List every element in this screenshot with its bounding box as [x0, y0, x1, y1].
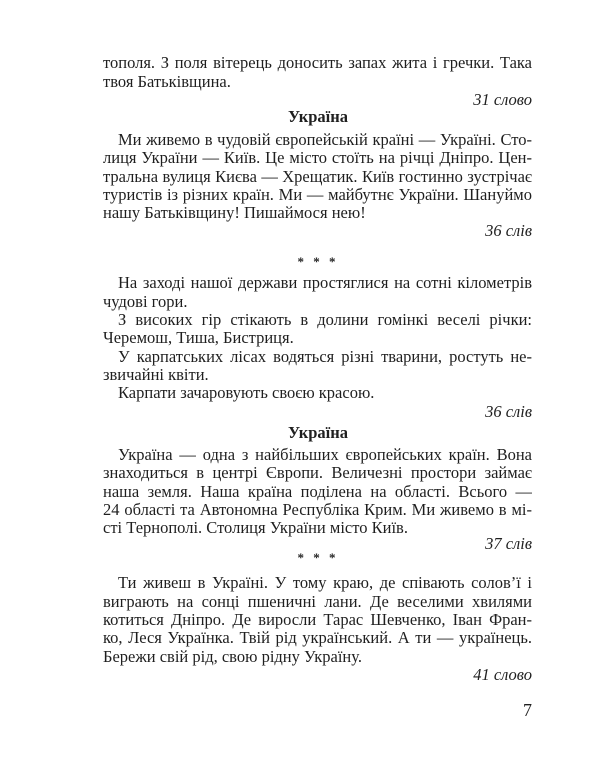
text-line: У карпатських лісах водяться різні тварини, ростуть не-	[118, 347, 532, 366]
text-line: ко, Леся Українка. Твій рід український. А ти — українець.	[103, 628, 532, 647]
word-count: 36 слів	[485, 402, 532, 421]
text-line: знаходиться в центрі Європи. Величезні простори займає	[103, 463, 532, 482]
text-line: Ти живеш в Україні. У тому краю, де співають солов’ї і	[118, 573, 532, 592]
text-line: На заході нашої держави простяглися на сотні кілометрів	[118, 273, 532, 292]
text-line: звичайні квіти.	[103, 365, 209, 384]
text-line: виграють на сонці пшеничні лани. Де веселими хвилями	[103, 592, 532, 611]
text-line: Україна — одна з найбільших європейських країн. Вона	[118, 445, 532, 464]
text-line: Карпати зачаровують своєю красою.	[118, 383, 375, 402]
text-line: лиця України — Київ. Це місто стоїть на річці Дніпро. Цен-	[103, 148, 532, 167]
page-number: 7	[523, 700, 532, 720]
text-line: Бережи свій рід, свою рідну Україну.	[103, 647, 362, 666]
text-line: 24 області та Автономна Республіка Крим. Ми живемо в мі-	[103, 500, 532, 519]
text-line: котиться Дніпро. Де виросли Тарас Шевченко, Іван Фран-	[103, 610, 532, 629]
text-line: Черемош, Тиша, Бистриця.	[103, 328, 294, 347]
text-line: наша земля. Наша країна поділена на області. Всього —	[103, 482, 532, 501]
text-line: З високих гір стікають в долини гомінкі веселі річки:	[118, 310, 532, 329]
section-heading: Україна	[287, 423, 349, 442]
word-count: 36 слів	[485, 221, 532, 240]
text-line: тополя. З поля вітерець доносить запах жита і гречки. Така	[103, 53, 532, 72]
section-separator: * * *	[297, 254, 339, 269]
word-count: 37 слів	[485, 534, 532, 553]
text-line: твоя Батьківщина.	[103, 72, 231, 91]
section-separator: * * *	[297, 550, 339, 565]
section-heading: Україна	[287, 107, 349, 126]
text-line: сті Тернополі. Столиця України місто Київ.	[103, 518, 408, 537]
text-line: нашу Батьківщину! Пишаймося нею!	[103, 203, 366, 222]
text-line: Ми живемо в чудовій європейській країні — Україні. Сто-	[118, 130, 532, 149]
text-line: туристів із різних країн. Ми — майбутнє України. Шануймо	[103, 185, 532, 204]
text-line: тральна вулиця Києва — Хрещатик. Київ гостинно зустрічає	[103, 167, 532, 186]
word-count: 31 слово	[473, 90, 532, 109]
text-line: чудові гори.	[103, 292, 188, 311]
word-count: 41 слово	[473, 665, 532, 684]
